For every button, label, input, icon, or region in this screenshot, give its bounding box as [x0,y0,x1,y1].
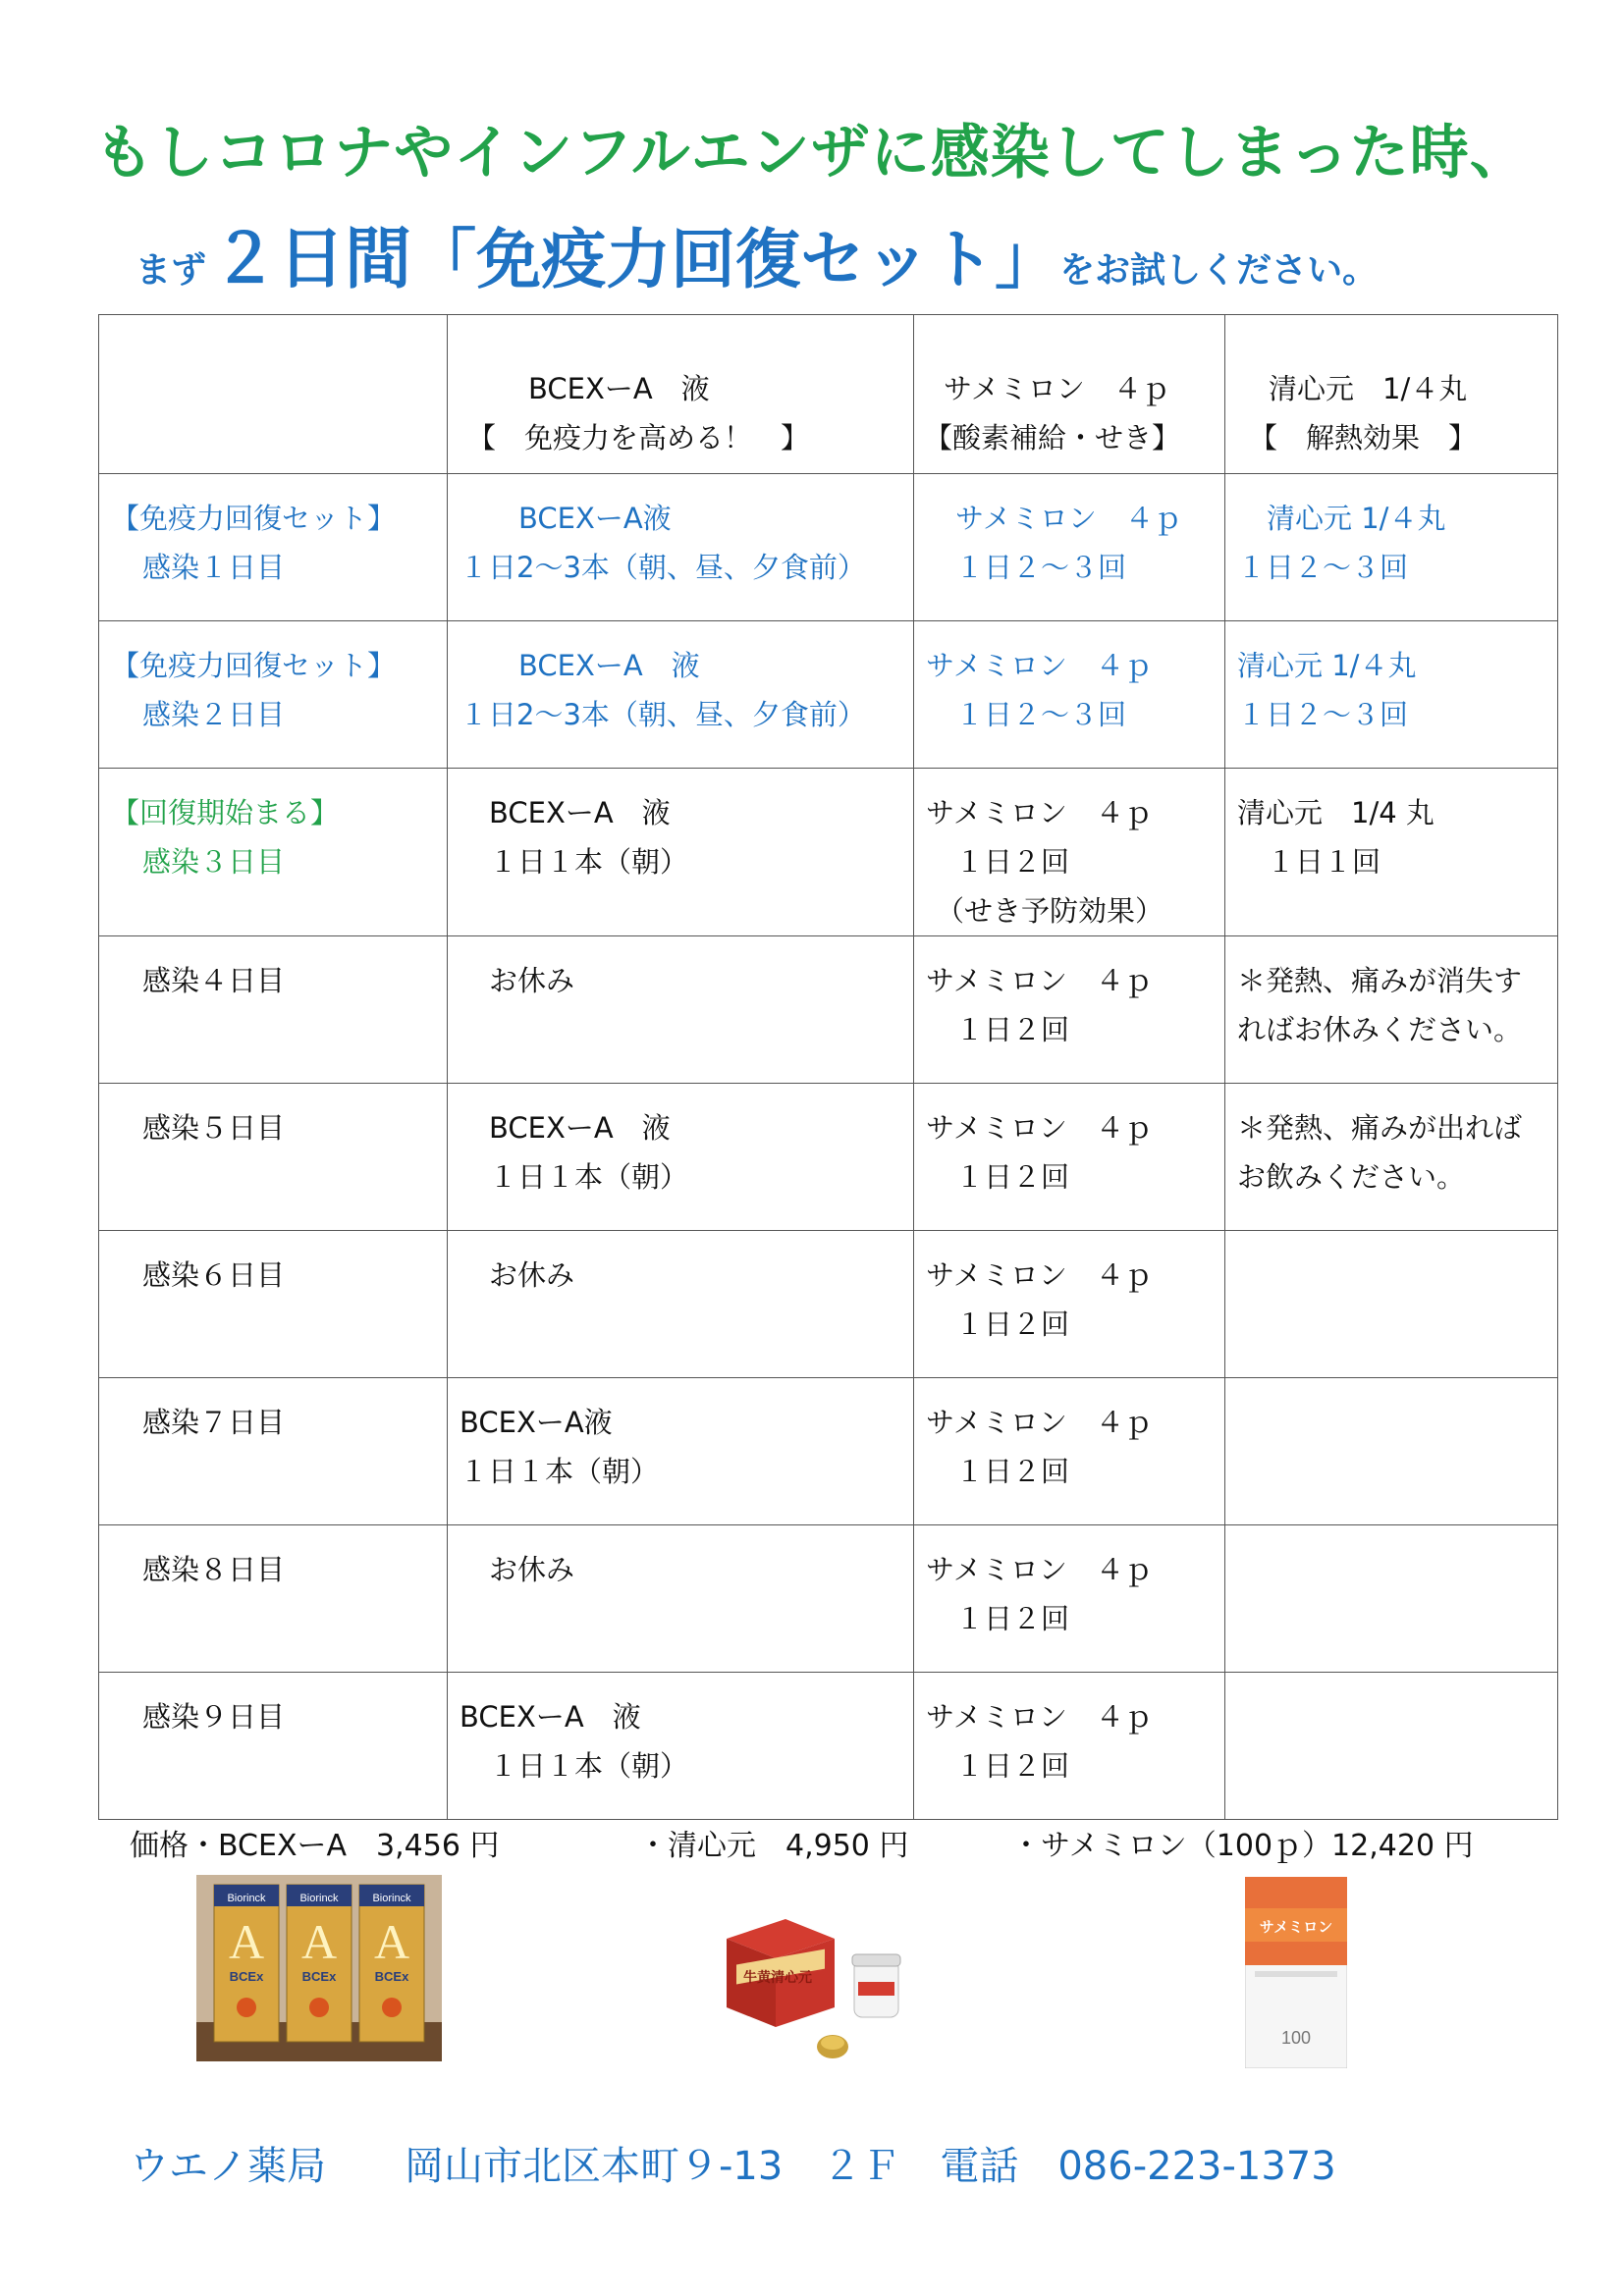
seishingen-cell [1225,769,1558,936]
seishingen-line: ればお休みください。 [1237,1013,1523,1046]
bcex-product-image [196,1875,442,2061]
day-cell [99,1231,448,1378]
samemiron-count: 100 [1280,2028,1312,2048]
samemiron-line: サメミロン ４ｐ [926,1406,1153,1439]
samemiron-product-image [1245,1877,1347,2068]
shop-name: ウエノ薬局 [130,2144,326,2189]
samemiron-cell [914,936,1225,1084]
seishingen-line: １日２～３回 [1237,551,1409,584]
day-cell [99,621,448,769]
bcex-line: １日2～3本（朝、昼、夕食前） [460,551,866,584]
table-row [99,1673,1558,1820]
seishingen-label: 牛黄清心元 [743,1970,812,1986]
day-cell [99,1084,448,1231]
bcex-cell [448,1378,914,1525]
seishingen-cell [1225,1673,1558,1820]
price-bcex: 価格・BCEXーA 3,456 円 [130,1829,500,1863]
table-row [99,769,1558,936]
samemiron-line: サメミロン ４ｐ [926,649,1153,682]
bcex-line: BCEXーA液 [460,1406,613,1439]
day-line: 感染２日目 [142,698,286,731]
samemiron-label: サメミロン [1259,1918,1333,1936]
day-line: 【免疫力回復セット】 [111,649,397,682]
samemiron-cell [914,1525,1225,1673]
bcex-label-1: BCEx [229,1969,264,1984]
day-line: 感染６日目 [142,1258,286,1292]
day-line: 感染７日目 [142,1406,286,1439]
seishingen-line: １日１回 [1267,845,1381,879]
headline-line1: もしコロナやインフルエンザに感染してしまった時、 [94,119,1530,187]
header-seishingen-effect: 【 解熱効果 】 [1249,421,1478,454]
table-header-row [99,315,1558,474]
samemiron-line: サメミロン ４ｐ [926,1700,1153,1734]
headline-suffix: をお試しください。 [1059,250,1379,291]
bcex-letter-2: A [300,1914,338,1969]
price-seishingen: ・清心元 4,950 円 [638,1829,909,1863]
bcex-line: BCEXーA 液 [460,1700,641,1734]
seishingen-cell [1225,1084,1558,1231]
samemiron-line: １日２回 [955,1455,1070,1488]
bcex-line: BCEXーA液 [518,502,672,535]
day-cell [99,936,448,1084]
seishingen-product-image [717,1899,913,2071]
seishingen-line: 清心元 1/４丸 [1267,502,1446,535]
table-row [99,1084,1558,1231]
seishingen-cell [1225,936,1558,1084]
seishingen-line: ＊発熱、痛みが出れば [1237,1111,1523,1145]
header-bcex-effect: 【 免疫力を高める！ 】 [467,421,810,454]
shop-phone: 電話 086-223-1373 [940,2144,1336,2189]
bcex-brand-2: Biorinck [299,1893,339,1904]
day-line: 感染９日目 [142,1700,286,1734]
seishingen-line: お飲みください。 [1237,1160,1466,1194]
bcex-line: １日１本（朝） [489,1749,689,1783]
samemiron-cell [914,1231,1225,1378]
samemiron-line: １日２回 [955,845,1070,879]
header-cell-bcex [448,315,914,474]
header-samemiron-name: サメミロン ４ｐ [944,372,1170,405]
bcex-letter-3: A [373,1914,410,1969]
table-row [99,1378,1558,1525]
day-cell [99,1378,448,1525]
bcex-cell [448,1525,914,1673]
bcex-line: １日2～3本（朝、昼、夕食前） [460,698,866,731]
day-line: 感染５日目 [142,1111,286,1145]
shop-address: 岡山市北区本町９-13 ２Ｆ [405,2144,901,2189]
table-row [99,936,1558,1084]
samemiron-line: サメミロン ４ｐ [926,1553,1153,1586]
samemiron-line: １日２～３回 [955,698,1127,731]
seishingen-cell [1225,621,1558,769]
day-cell [99,1525,448,1673]
seishingen-cell [1225,1231,1558,1378]
bcex-cell [448,936,914,1084]
header-cell-empty [99,315,448,474]
bcex-line: BCEXーA 液 [489,1111,671,1145]
table-row [99,1231,1558,1378]
day-line: 【免疫力回復セット】 [111,502,397,535]
samemiron-line: サメミロン ４ｐ [926,964,1153,997]
bcex-line: BCEXーA 液 [518,649,700,682]
bcex-letter-1: A [228,1914,265,1969]
seishingen-line: ＊発熱、痛みが消失す [1237,964,1523,997]
samemiron-line: サメミロン ４ｐ [955,502,1182,535]
bcex-cell [448,769,914,936]
samemiron-cell [914,1673,1225,1820]
bcex-label-3: BCEx [374,1969,409,1984]
samemiron-line: １日２回 [955,1602,1070,1635]
day-line: 感染４日目 [142,964,286,997]
samemiron-cell [914,621,1225,769]
bcex-label-2: BCEx [301,1969,337,1984]
table-row [99,474,1558,621]
samemiron-line: １日２～３回 [955,551,1127,584]
samemiron-line: １日２回 [955,1308,1070,1341]
header-cell-seishingen [1225,315,1558,474]
bcex-line: １日１本（朝） [489,845,689,879]
samemiron-line: サメミロン ４ｐ [926,1258,1153,1292]
table-row [99,621,1558,769]
seishingen-cell [1225,1378,1558,1525]
header-cell-samemiron [914,315,1225,474]
samemiron-cell [914,474,1225,621]
headline-prefix: まず [135,250,207,291]
bcex-cell [448,1084,914,1231]
samemiron-line: １日２回 [955,1160,1070,1194]
day-line: 感染８日目 [142,1553,286,1586]
bcex-line: １日１本（朝） [460,1455,660,1488]
schedule-table [98,314,1558,1820]
day-line: 感染３日目 [142,845,286,879]
bcex-brand-1: Biorinck [227,1893,266,1904]
bcex-cell [448,1231,914,1378]
bcex-line: お休み [489,1258,575,1292]
headline-days: ２日間 [211,221,412,298]
bcex-line: お休み [489,1553,575,1586]
samemiron-cell [914,1084,1225,1231]
table-row [99,1525,1558,1673]
price-samemiron: ・サメミロン（100ｐ）12,420 円 [1011,1829,1474,1863]
bcex-line: お休み [489,964,575,997]
day-cell [99,1673,448,1820]
seishingen-line: 清心元 1/４丸 [1237,649,1417,682]
bcex-cell [448,1673,914,1820]
samemiron-line: （せき予防効果） [936,894,1164,928]
samemiron-line: １日２回 [955,1013,1070,1046]
headline-set-name: 「免疫力回復セット」 [411,222,1060,297]
day-line: 【回復期始まる】 [111,796,340,829]
seishingen-line: 清心元 1/4 丸 [1237,796,1435,829]
bcex-brand-3: Biorinck [372,1893,411,1904]
bcex-line: BCEXーA 液 [489,796,671,829]
samemiron-cell [914,769,1225,936]
day-cell [99,474,448,621]
bcex-line: １日１本（朝） [489,1160,689,1194]
seishingen-line: １日２～３回 [1237,698,1409,731]
header-samemiron-effect: 【酸素補給・せき】 [924,421,1181,454]
header-seishingen-name: 清心元 1/４丸 [1269,372,1468,405]
samemiron-line: サメミロン ４ｐ [926,1111,1153,1145]
seishingen-cell [1225,1525,1558,1673]
bcex-cell [448,474,914,621]
headline-line2 [135,206,1378,301]
header-bcex-name: BCEXーA 液 [528,372,710,405]
seishingen-cell [1225,474,1558,621]
day-cell [99,769,448,936]
day-line: 感染１日目 [142,551,286,584]
bcex-cell [448,621,914,769]
samemiron-cell [914,1378,1225,1525]
samemiron-line: サメミロン ４ｐ [926,796,1153,829]
footer [130,2135,1336,2191]
samemiron-line: １日２回 [955,1749,1070,1783]
